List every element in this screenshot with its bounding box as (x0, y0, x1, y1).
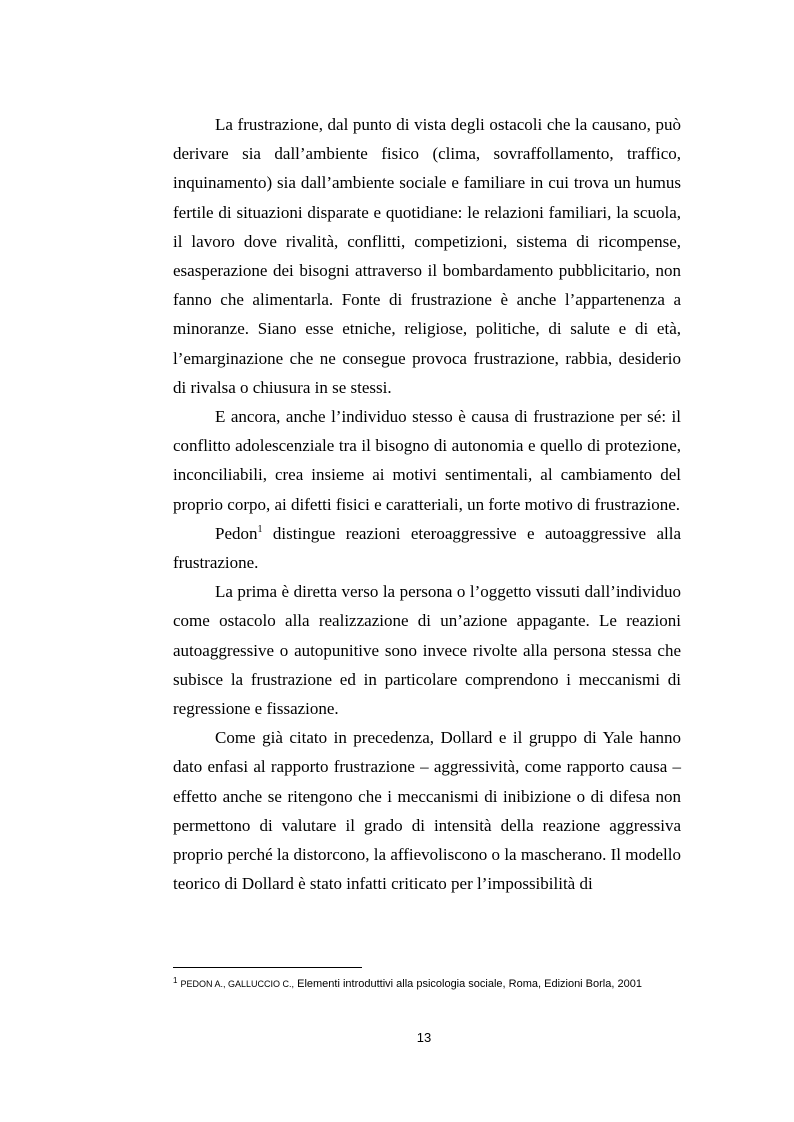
paragraph-3 (173, 519, 681, 577)
footnote-reference: 1 (257, 523, 263, 535)
footnote-text: Elementi introduttivi alla psicologia sociale, Roma, Edizioni Borla, 2001 (294, 978, 642, 990)
footnote-authors: PEDON A., GALLUCCIO C., (180, 979, 295, 989)
paragraph-3-rest: distingue reazioni eteroaggressive e autoaggressive alla frustrazione. (173, 523, 681, 573)
page-number: 13 (416, 1030, 432, 1045)
footnote-number: 1 (173, 976, 178, 985)
paragraph-1: La frustrazione, dal punto di vista degli ostacoli che la causano, può derivare sia dall’ambiente fisico (clima, sovraffollamento, traffico, inquinamento) sia dall’ambiente sociale e familiare in cui trova un humus fertile di situazioni disparate e quotidiane: le relazioni familiari, la scuola, il lavoro dove rivalità, conflitti, competizioni, sistema di ricompense, esasperazione dei bisogni attraverso il bombardamento pubblicitario, non fanno che alimentarla. Fonte di frustrazione è anche l’appartenenza a minoranze. Siano esse etniche, religiose, politiche, di salute e di età, l’emarginazione che ne consegue provoca frustrazione, rabbia, desiderio di rivalsa o chiusura in se stessi. (173, 115, 681, 397)
footnote (173, 977, 713, 991)
paragraph-5: Come già citato in precedenza, Dollard e il gruppo di Yale hanno dato enfasi al rapporto frustrazione – aggressività, come rapporto causa – effetto anche se ritengono che i meccanismi di inibizione o di difesa non permettono di valutare il grado di intensità della reazione aggressiva proprio perché la distorcono, la affievoliscono o la mascherano. Il modello teorico di Dollard è stato infatti criticato per l’impossibilità di (173, 728, 681, 894)
body-text (173, 110, 681, 898)
footnote-separator (173, 967, 362, 968)
paragraph-3-start: Pedon (215, 523, 258, 543)
paragraph-2: E ancora, anche l’individuo stesso è causa di frustrazione per sé: il conflitto adolescenziale tra il bisogno di autonomia e quello di protezione, inconciliabili, crea insieme ai motivi sentimentali, al cambiamento del proprio corpo, ai difetti fisici e caratteriali, un forte motivo di frustrazione. (173, 407, 681, 514)
paragraph-4: La prima è diretta verso la persona o l’oggetto vissuti dall’individuo come ostacolo alla realizzazione di un’azione appagante. Le reazioni autoaggressive o autopunitive sono invece rivolte alla persona stessa che subisce la frustrazione ed in particolare comprendono i meccanismi di regressione e fissazione. (173, 582, 681, 719)
